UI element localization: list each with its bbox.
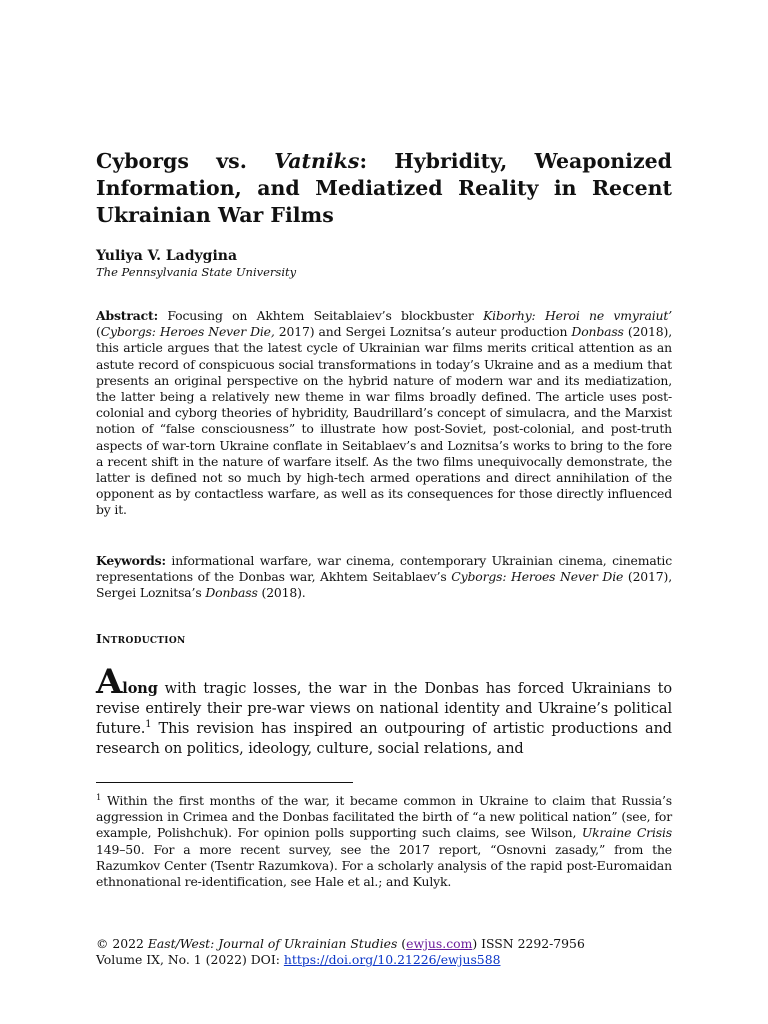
keywords-text-2: (2017), Sergei Loznitsa’s xyxy=(96,569,672,601)
abstract xyxy=(96,308,672,519)
keywords-film-title-1: Cyborgs: Heroes Never Die xyxy=(451,569,624,585)
footnote-number: 1 xyxy=(96,791,102,802)
keywords-film-title-2: Donbass xyxy=(205,585,258,601)
keywords-text-3: (2018). xyxy=(257,585,306,601)
abstract-text-4: (2018), this article argues that the latest cycle of Ukrainian war films merits critical attention as an astute record of conspicuous social transformations in today’s Ukraine and as a medium that presents an original perspective on the hybrid nature of modern war and its mediatization, the latter being a relatively new theme in war films broadly defined. The article uses post-colonial and cyborg theories of hybridity, Baudrillard’s concept of simulacra, and the Marxist notion of “false consciousness” to illustrate how post-Soviet, post-colonial, and post-truth aspects of war-torn Ukraine conflate in Seitablaev’s and Loznitsa’s works to bring to the fore a recent shift in the nature of warfare itself. As the two films unequivocally demonstrate, the latter is defined not so much by high-tech armed operations and direct annihilation of the opponent as by contactless warfare, as well as its consequences for those directly influenced by it. xyxy=(96,324,672,518)
section-heading-introduction: Introduction xyxy=(96,631,186,646)
title-italic-vatniks: Vatniks xyxy=(274,149,360,173)
footnote-text-1: Within the first months of the war, it became common in Ukraine to claim that Russia’s aggression in Crimea and the Donbas facilitated the birth of “a new political nation” (see, for example, Polishchuk). For opinion polls supporting such claims, see Wilson, xyxy=(96,793,672,841)
doi-link[interactable]: https://doi.org/10.21226/ewjus588 xyxy=(283,952,501,967)
footer-issn: ISSN 2292-7956 xyxy=(477,936,585,951)
abstract-film-title-2: Cyborgs: Heroes Never Die, xyxy=(100,324,275,340)
abstract-text-1: Focusing on Akhtem Seitablaiev’s blockbuster xyxy=(158,308,484,323)
article-title xyxy=(96,148,672,229)
abstract-label: Abstract: xyxy=(96,308,159,323)
footer-journal-name: East/West: Journal of Ukrainian Studies xyxy=(147,936,398,951)
footer-volume: Volume IX, No. 1 (2022) DOI: xyxy=(96,952,284,967)
footer-line-2 xyxy=(96,952,672,968)
paper-page xyxy=(96,0,672,1024)
intro-text-1: with tragic losses, the war in the Donbas has forced Ukrainians to revise entirely their pre-war views on national identity and Ukraine’s political future. xyxy=(96,681,672,737)
author-affiliation: The Pennsylvania State University xyxy=(96,265,297,279)
footnote-1 xyxy=(96,793,672,890)
footnote-text-2: 149–50. For a more recent survey, see the 2017 report, “Osnovni zasady,” from the Razumkov Center (Tsentr Razumkova). For a scholarly analysis of the rapid post-Euromaidan ethnonational re-identification, see Hale et al.; and Kulyk. xyxy=(96,841,672,890)
title-part-1: Cyborgs vs. xyxy=(96,149,275,173)
abstract-film-title-1: Kiborhy: Heroi ne vmyraiut’ xyxy=(483,308,673,323)
abstract-film-title-3: Donbass xyxy=(571,324,624,340)
page-footer xyxy=(96,936,672,968)
footnote-book-title: Ukraine Crisis xyxy=(581,825,672,841)
footer-line-1 xyxy=(96,936,672,952)
footer-paren-open: ( xyxy=(397,936,407,951)
abstract-text-3: 2017) and Sergei Loznitsa’s auteur production xyxy=(274,324,572,340)
author-name: Yuliya V. Ladygina xyxy=(96,248,238,264)
footnote-reference[interactable]: 1 xyxy=(145,719,152,731)
ewjus-site-link[interactable]: ewjus.com xyxy=(406,936,473,951)
keywords-label: Keywords: xyxy=(96,553,166,568)
drop-cap: A xyxy=(96,662,123,702)
keywords xyxy=(96,553,672,602)
footnote-divider xyxy=(96,782,353,783)
drop-cap-rest: long xyxy=(122,680,158,697)
abstract-text-2: ( xyxy=(96,324,101,340)
intro-text-2: This revision has inspired an outpouring of artistic productions and research on politics, ideology, culture, social relations, and xyxy=(96,721,672,757)
introduction-paragraph xyxy=(96,662,672,759)
keywords-text-1: informational warfare, war cinema, contemporary Ukrainian cinema, cinematic representations of the Donbas war, Akhtem Seitablaev’s xyxy=(96,553,672,585)
footer-paren-close: ) xyxy=(472,936,478,951)
title-part-3: : Hybridity, Weaponized Information, and Mediatized Reality in Recent Ukrainian War Films xyxy=(96,149,672,227)
footer-copyright: © 2022 xyxy=(96,936,148,951)
